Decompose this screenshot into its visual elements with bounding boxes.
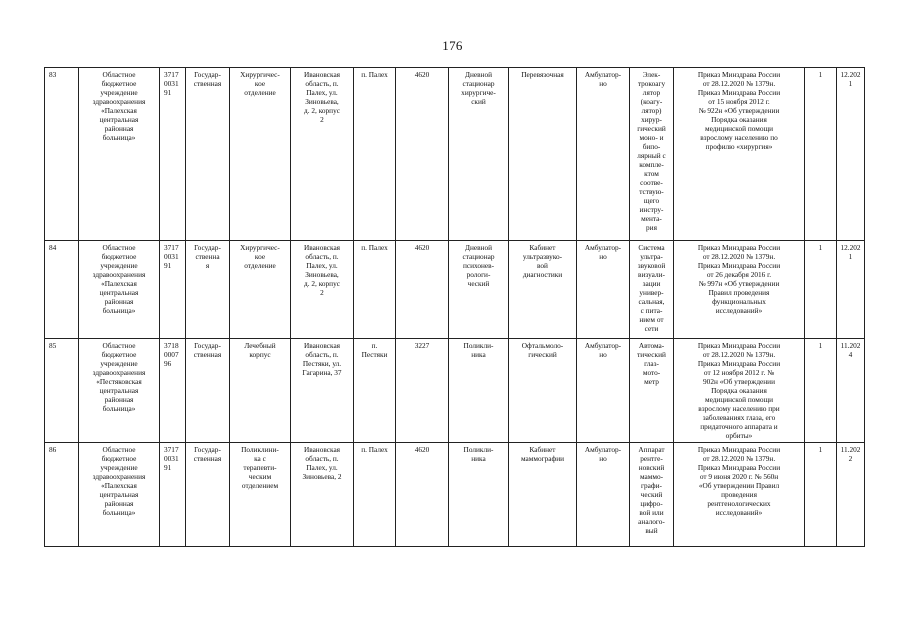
cell-organization-code: 3718 0007 96 [160, 339, 186, 443]
cell-ownership-form: Государ- ственная [186, 443, 230, 547]
cell-organization-name: Областное бюджетное учреждение здравоохранения «Палехская центральная районная больница» [79, 443, 160, 547]
cell-structural-unit: Лечебный корпус [230, 339, 291, 443]
cell-division: Поликли- ника [449, 339, 509, 443]
cell-address: Ивановская область, п. Палех, ул. Зиновьева, д. 2, корпус 2 [291, 241, 354, 339]
cell-row-number: 84 [45, 241, 79, 339]
cell-locality-code: 3227 [396, 339, 449, 443]
cell-structural-unit: Поликлини- ка с терапевти- ческим отделением [230, 443, 291, 547]
cell-equipment-name: Аппарат рентге- новский маммо- графи- ческий цифро- вой или аналого- вый [630, 443, 674, 547]
cell-address: Ивановская область, п. Пестяки, ул. Гагарина, 37 [291, 339, 354, 443]
cell-locality: п. Пестяки [354, 339, 396, 443]
cell-quantity: 1 [805, 68, 837, 241]
cell-delivery-date: 11.2022 [837, 443, 865, 547]
cell-organization-code: 3717 0031 91 [160, 68, 186, 241]
cell-address: Ивановская область, п. Палех, ул. Зиновьева, д. 2, корпус 2 [291, 68, 354, 241]
register-body [45, 68, 865, 547]
cell-equipment-name: Автома- тический глаз- мото- метр [630, 339, 674, 443]
cell-division: Поликли- ника [449, 443, 509, 547]
cell-division: Дневной стационар хирургиче- ский [449, 68, 509, 241]
page-number: 176 [442, 38, 463, 53]
cell-equipment-name: Система ультра- звуковой визуали- зации универ- сальная, с пита- нием от сети [630, 241, 674, 339]
cell-quantity: 1 [805, 241, 837, 339]
cell-regulatory-order: Приказ Минздрава России от 28.12.2020 № 1379н. Приказ Минздрава России от 12 ноября 2012 г. № 902н «Об утверждении Порядка оказания медицинской помощи взрослому населению при заболеваниях глаза, его придаточного аппарата и орбиты» [674, 339, 805, 443]
cell-room: Офтальмоло- гический [509, 339, 577, 443]
cell-row-number: 83 [45, 68, 79, 241]
cell-organization-name: Областное бюджетное учреждение здравоохранения «Палехская центральная районная больница» [79, 241, 160, 339]
cell-structural-unit: Хирургичес- кое отделение [230, 68, 291, 241]
cell-row-number: 85 [45, 339, 79, 443]
cell-regulatory-order: Приказ Минздрава России от 28.12.2020 № 1379н. Приказ Минздрава России от 15 ноября 2012 г. № 922н «Об утверждении Порядка оказания медицинской помощи взрослому населению по профилю «хирургия» [674, 68, 805, 241]
cell-locality-code: 4620 [396, 443, 449, 547]
cell-ownership-form: Государ- ственная [186, 339, 230, 443]
cell-locality: п. Палех [354, 68, 396, 241]
cell-ownership-form: Государ- ственная [186, 68, 230, 241]
cell-room: Кабинет маммографии [509, 443, 577, 547]
cell-delivery-date: 11.2024 [837, 339, 865, 443]
cell-quantity: 1 [805, 339, 837, 443]
cell-quantity: 1 [805, 443, 837, 547]
cell-division: Дневной стационар психонев- рологи- ческий [449, 241, 509, 339]
equipment-register-table [44, 67, 865, 547]
cell-care-condition: Амбулатор- но [577, 339, 630, 443]
cell-regulatory-order: Приказ Минздрава России от 28.12.2020 № 1379н. Приказ Минздрава России от 26 декабря 2016 г. № 997н «Об утверждении Правил проведения функциональных исследований» [674, 241, 805, 339]
cell-organization-code: 3717 0031 91 [160, 241, 186, 339]
cell-equipment-name: Элек- трокоагу лятор (коагу- лятор) хирур- гический моно- и бипо- лярный с компле- ктом соотве- тствую- щего инстру- мента- рия [630, 68, 674, 241]
cell-ownership-form: Государ- ственна я [186, 241, 230, 339]
cell-regulatory-order: Приказ Минздрава России от 28.12.2020 № 1379н. Приказ Минздрава России от 9 июня 2020 г. № 560н «Об утверждении Правил проведения рентгенологических исследований» [674, 443, 805, 547]
table-row [45, 339, 865, 443]
cell-delivery-date: 12.2021 [837, 241, 865, 339]
cell-locality: п. Палех [354, 443, 396, 547]
cell-organization-code: 3717 0031 91 [160, 443, 186, 547]
cell-locality-code: 4620 [396, 68, 449, 241]
cell-care-condition: Амбулатор- но [577, 241, 630, 339]
cell-delivery-date: 12.2021 [837, 68, 865, 241]
cell-organization-name: Областное бюджетное учреждение здравоохранения «Пестяковская центральная районная больница» [79, 339, 160, 443]
cell-structural-unit: Хирургичес- кое отделение [230, 241, 291, 339]
cell-care-condition: Амбулатор- но [577, 443, 630, 547]
table-row [45, 241, 865, 339]
cell-address: Ивановская область, п. Палех, ул. Зиновьева, 2 [291, 443, 354, 547]
cell-room: Перевязочная [509, 68, 577, 241]
table-row [45, 68, 865, 241]
cell-row-number: 86 [45, 443, 79, 547]
table-row [45, 443, 865, 547]
cell-organization-name: Областное бюджетное учреждение здравоохранения «Палехская центральная районная больница» [79, 68, 160, 241]
cell-room: Кабинет ультразвуко- вой диагностики [509, 241, 577, 339]
cell-locality: п. Палех [354, 241, 396, 339]
cell-care-condition: Амбулатор- но [577, 68, 630, 241]
cell-locality-code: 4620 [396, 241, 449, 339]
